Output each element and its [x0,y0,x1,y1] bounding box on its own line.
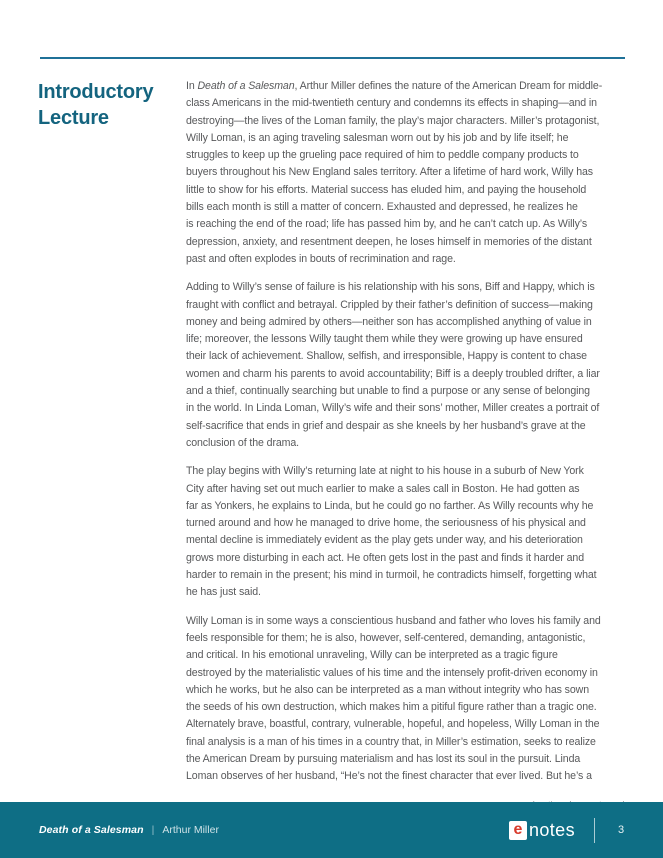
text-line: past and often explodes in bouts of recrimination and rage. [186,252,456,265]
footer-right-group [509,818,626,843]
paragraph [186,465,630,603]
paragraph [186,281,630,454]
enotes-logo-notes-text: notes [528,819,575,840]
enotes-logo-e-icon [509,821,527,840]
text-line: the American Dream by pursuing materialism and has lost its soul in the pursuit. Linda [186,752,581,765]
page-number: 3 [617,824,625,836]
text-line: which he works, but he also can be interpreted as a man without integrity who has sown [186,683,590,696]
text-line: mental decline is immediately evident as the play gets under way, and his deterioration [186,534,583,547]
text-line: is reaching the end of the road; life has passed him by, and he can’t catch up. As Willy’s [186,218,588,231]
text-line: In Death of a Salesman, Arthur Miller defines the nature of the American Dream for middle- [186,80,603,92]
footer-vertical-divider [594,818,595,843]
text-line: bills each month is still a matter of concern. Exhausted and depressed, he realizes he [186,201,578,214]
text-line: Willy Loman, is an aging traveling salesman worn out by his job and by life itself; he [186,131,569,144]
text-line: fraught with conflict and betrayal. Crippled by their father’s definition of success—making [186,298,593,311]
text-line: self-sacrifice that ends in grief and despair as she kneels by her husband’s grave at the [186,419,586,432]
footer-author: Arthur Miller [162,824,219,836]
footer-separator: | [151,824,155,836]
enotes-logo [509,820,575,841]
text-line: destroying—the lives of the Loman family, the play’s major characters. Miller’s protagonist, [186,114,600,127]
text-line: money and being admired by others—neither son has accomplished anything of value in [186,315,592,328]
paragraph [186,615,630,788]
text-line: City after having set out much earlier to make a sales call in Boston. He had gotten as [186,482,580,495]
text-line: final analysis is a man of his times in a country that, in Miller’s estimation, seeks to realize [186,735,596,748]
text-line: turned around and how he managed to drive home, the seriousness of his physical and [186,517,586,530]
text-line: Adding to Willy’s sense of failure is his relationship with his sons, Biff and Happy, which is [186,281,595,294]
text-line: in the world. In Linda Loman, Willy’s wife and their sons’ mother, Miller creates a portrait of [186,402,600,415]
text-line: and a thief, continually searching but unable to find a purpose or any sense of belonging [186,385,590,398]
text-line: he has just said. [186,586,261,599]
footer-bar [0,802,663,858]
text-line: and critical. In his emotional unraveling, Willy can be interpreted as a tragic figure [186,649,558,662]
section-heading-line1: Introductory [38,81,154,103]
top-divider-rule [40,57,625,59]
text-line: Alternately brave, boastful, contrary, vulnerable, hopeful, and hopeless, Willy Loman in the [186,718,600,731]
lecture-text [186,80,630,809]
text-line: feels responsible for them; he is also, however, self-centered, demanding, antagonistic, [186,631,586,644]
text-line: Willy Loman is in some ways a conscientious husband and father who loves his family and [186,614,601,627]
enotes-logo-e-letter: e [513,820,523,838]
text-line: The play begins with Willy’s returning late at night to his house in a suburb of New York [186,465,584,478]
text-line: buyers throughout his New England sales territory. After a lifetime of hard work, Willy has [186,166,593,179]
footer-book-title: Death of a Salesman [39,824,144,836]
text-line: far as Yonkers, he explains to Linda, but he could go no farther. As Willy recounts why he [186,499,594,512]
paragraph [186,80,630,270]
text-line: grows more disturbing in each act. He often gets lost in the past and finds it harder and [186,551,585,564]
text-line: struggles to keep up the grueling pace required of him to peddle company products to [186,149,579,162]
text-line: depression, anxiety, and resentment deepen, he loses himself in memories of the distant [186,235,592,248]
footer-title-group [39,824,219,836]
text-line: Loman observes of her husband, “He’s not the finest character that ever lived. But he’s a [186,770,592,783]
text-line: their lack of achievement. Shallow, selfish, and irresponsible, Happy is content to chase [186,350,587,363]
text-line: conclusion of the drama. [186,436,300,449]
section-heading-line2: Lecture [38,107,109,129]
text-line: harder to remain in the present; his mind in turmoil, he contradicts himself, forgetting what [186,569,597,582]
text-line: the seeds of his own destruction, which makes him a pitiful figure rather than a tragic one. [186,701,597,714]
section-heading [38,79,178,131]
text-line: class Americans in the mid-twentieth century and condemns its effects in shaping—and in [186,97,597,110]
text-line: women and charm his parents to avoid accountability; Biff is a deeply troubled drifter, a liar [186,367,600,380]
text-line: little to show for his efforts. Material success has eluded him, and paying the household [186,183,587,196]
text-line: life; moreover, the lessons Willy taught them while they were growing up have ensured [186,333,583,346]
text-line: destroyed by the materialistic values of his time and the intensely profit-driven economy in [186,666,598,679]
